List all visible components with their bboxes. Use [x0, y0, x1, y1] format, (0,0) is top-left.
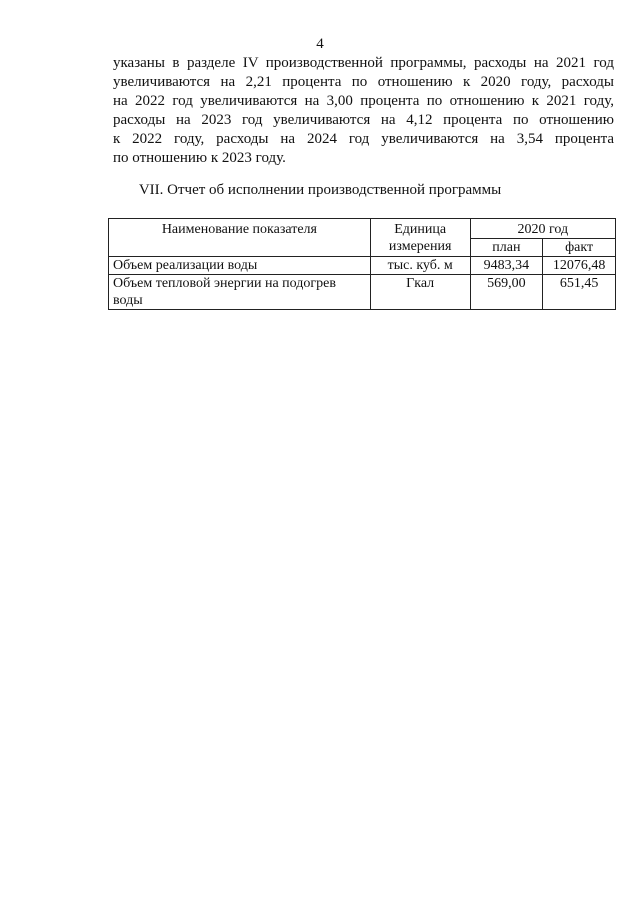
- header-unit: [370, 219, 470, 257]
- table-row: [109, 275, 616, 310]
- report-table: [108, 218, 616, 310]
- header-unit-line1: Единица: [394, 222, 447, 237]
- table-header-row: [109, 219, 616, 239]
- header-plan: план: [470, 239, 543, 257]
- row-plan: 569,00: [470, 275, 543, 310]
- row-plan: 9483,34: [470, 257, 543, 275]
- paragraph-line: расходы на 2023 год увеличиваются на 4,12 процента по отношению: [113, 112, 614, 128]
- row-unit: тыс. куб. м: [370, 257, 470, 275]
- row-indicator: Объем тепловой энергии на подогрев воды: [109, 275, 371, 310]
- header-year: 2020 год: [470, 219, 615, 239]
- row-fact: 651,45: [543, 275, 616, 310]
- section-title: VII. Отчет об исполнении производственной программы: [138, 182, 502, 198]
- paragraph-line: на 2022 год увеличиваются на 3,00 процента по отношению к 2021 году,: [113, 93, 614, 109]
- header-unit-line2: измерения: [388, 239, 452, 254]
- paragraph-line: увеличиваются на 2,21 процента по отношению к 2020 году, расходы: [113, 74, 614, 90]
- row-unit: Гкал: [370, 275, 470, 310]
- paragraph-line: указаны в разделе IV производственной программы, расходы на 2021 год: [113, 55, 614, 71]
- table-row: [109, 257, 616, 275]
- paragraph-line: к 2022 году, расходы на 2024 год увеличиваются на 3,54 процента: [113, 131, 614, 147]
- header-indicator: Наименование показателя: [109, 219, 371, 257]
- row-indicator: Объем реализации воды: [109, 257, 371, 275]
- header-fact: факт: [543, 239, 616, 257]
- paragraph-line: по отношению к 2023 году.: [113, 150, 286, 166]
- row-fact: 12076,48: [543, 257, 616, 275]
- paragraph: [113, 54, 614, 168]
- page-number: 4: [316, 36, 324, 52]
